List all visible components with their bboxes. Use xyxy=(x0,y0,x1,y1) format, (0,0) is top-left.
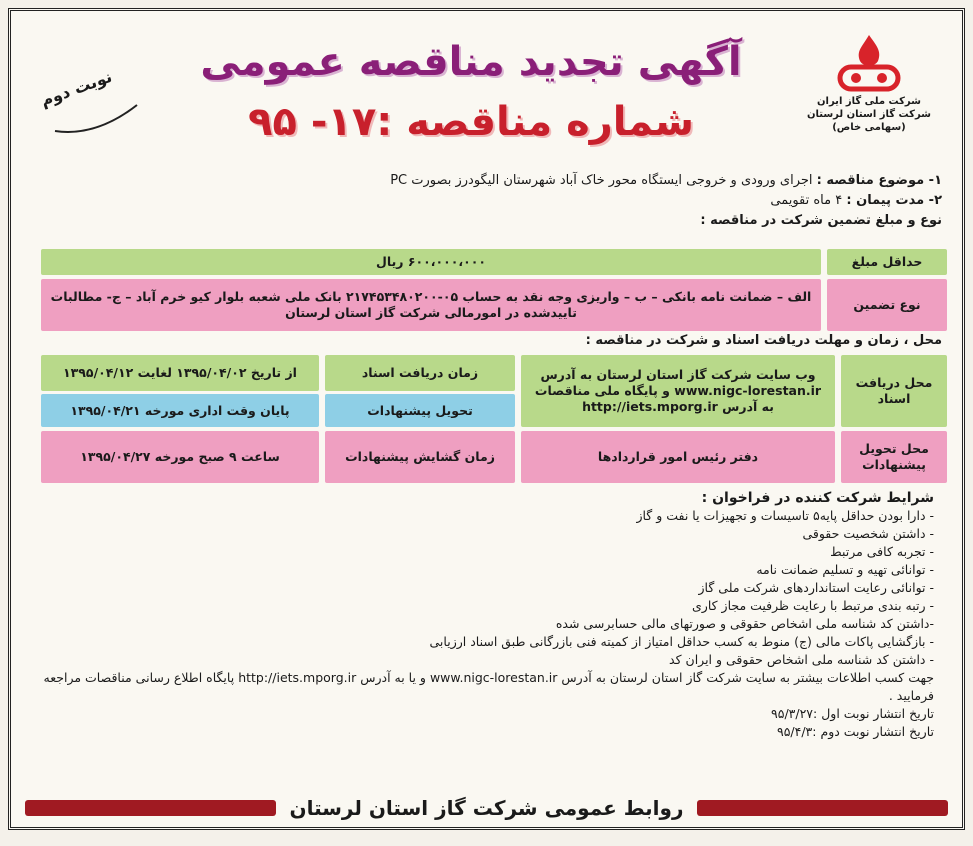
duration-text: ۴ ماه تقویمی xyxy=(770,193,843,208)
condition-item: - دارا بودن حداقل پایه۵ تاسیسات و تجهیزات یا نفت و گاز xyxy=(636,508,934,523)
receive-time-value: از تاریخ ۱۳۹۵/۰۴/۰۲ لغایت ۱۳۹۵/۰۴/۱۲ xyxy=(41,355,319,391)
condition-item: - داشتن کد شناسه ملی اشخاص حقوقی و ایران کد xyxy=(669,652,934,667)
footer xyxy=(25,795,948,821)
condition-item: - بازگشایی پاکات مالی (ج) منوط به کسب حداقل امتیاز از کمیته فنی بازرگانی طبق اسناد ارزیابی xyxy=(429,634,934,649)
condition-item: - تجربه کافی مرتبط xyxy=(830,544,934,559)
publish-date-1: تاریخ انتشار نوبت اول :۹۵/۳/۲۷ xyxy=(771,706,934,721)
opening-label: زمان گشایش پیشنهادات xyxy=(325,431,515,483)
guarantee-heading: نوع و مبلغ تضمین شرکت در مناقصه : xyxy=(700,213,942,228)
tender-number: شماره مناقصه :۱۷- ۹۵ xyxy=(248,99,694,145)
subject-text: اجرای ورودی و خروجی ایستگاه محور خاک آباد شهرستان الیگودرز بصورت PC xyxy=(390,173,813,188)
deliver-place-value: دفتر رئیس امور قراردادها xyxy=(521,431,835,483)
tender-notice xyxy=(8,8,965,830)
submit-value: پایان وقت اداری مورخه ۱۳۹۵/۰۴/۲۱ xyxy=(41,394,319,427)
header xyxy=(11,11,962,171)
flame-logo-icon xyxy=(832,33,906,95)
subject-label: ۱- موضوع مناقصه : xyxy=(816,173,942,188)
duration-label: ۲- مدت پیمان : xyxy=(846,193,942,208)
submit-label: تحویل پیشنهادات xyxy=(325,394,515,427)
footer-divider-left xyxy=(25,800,276,816)
subject-line xyxy=(31,173,942,188)
logo-line-3: (سهامی خاص) xyxy=(832,122,906,133)
duration-line xyxy=(31,193,942,208)
receive-place-label: محل دریافت اسناد xyxy=(841,355,947,427)
opening-value: ساعت ۹ صبح مورخه ۱۳۹۵/۰۴/۲۷ xyxy=(41,431,319,483)
docs-heading: محل ، زمان و مهلت دریافت اسناد و شرکت در مناقصه : xyxy=(585,333,942,348)
company-logo xyxy=(794,33,944,134)
receive-place-value: وب سایت شرکت گاز استان لرستان به آدرس www.nigc-lorestan.ir و پایگاه ملی مناقصات به آدرس http://iets.mporg.ir xyxy=(521,355,835,427)
footer-divider-right xyxy=(697,800,948,816)
logo-line-1: شرکت ملی گاز ایران xyxy=(817,96,921,107)
condition-item: - توانائی رعایت استانداردهای شرکت ملی گاز xyxy=(698,580,934,595)
notice-title: آگهی تجدید مناقصه عمومی xyxy=(200,39,742,85)
min-amount-value: ۶۰۰،۰۰۰،۰۰۰ ریال xyxy=(41,249,821,275)
guarantee-type-value: الف – ضمانت نامه بانکی – ب – واریزی وجه نقد به حساب ۰۵-۲۱۷۴۵۳۴۸۰۲۰۰ بانک ملی شعبه بلوار کیو خرم آباد – ج- مطالبات تاییدشده در امورمالی شرکت گاز استان لرستان xyxy=(41,279,821,331)
receive-time-label: زمان دریافت اسناد xyxy=(325,355,515,391)
condition-item: - توانائی تهیه و تسلیم ضمانت نامه xyxy=(756,562,934,577)
guarantee-type-label: نوع تضمین xyxy=(827,279,947,331)
logo-line-2: شرکت گاز استان لرستان xyxy=(806,109,932,120)
condition-item: - داشتن شخصیت حقوقی xyxy=(802,526,934,541)
footer-text: روابط عمومی شرکت گاز استان لرستان xyxy=(289,796,684,820)
deliver-place-label: محل تحویل پیشنهادات xyxy=(841,431,947,483)
round-underline-icon xyxy=(51,101,141,141)
info-text: جهت کسب اطلاعات بیشتر به سایت شرکت گاز استان لرستان به آدرس www.nigc-lorestan.ir و یا به آدرس http://iets.mporg.ir پایگاه اطلاع رسانی مناقصات مراجعه فرمایید . xyxy=(43,670,934,703)
conditions-title: شرایط شرکت کننده در فراخوان : xyxy=(701,490,934,506)
condition-item: -داشتن کد شناسه ملی اشخاص حقوقی و صورتهای مالی حسابرسی شده xyxy=(555,616,934,631)
round-label: نوبت دوم xyxy=(37,66,115,111)
publish-date-2: تاریخ انتشار نوبت دوم :۹۵/۴/۳ xyxy=(776,724,934,739)
conditions xyxy=(39,489,934,741)
condition-item: - رتبه بندی مرتبط با رعایت ظرفیت مجاز کاری xyxy=(692,598,934,613)
min-amount-label: حداقل مبلغ xyxy=(827,249,947,275)
